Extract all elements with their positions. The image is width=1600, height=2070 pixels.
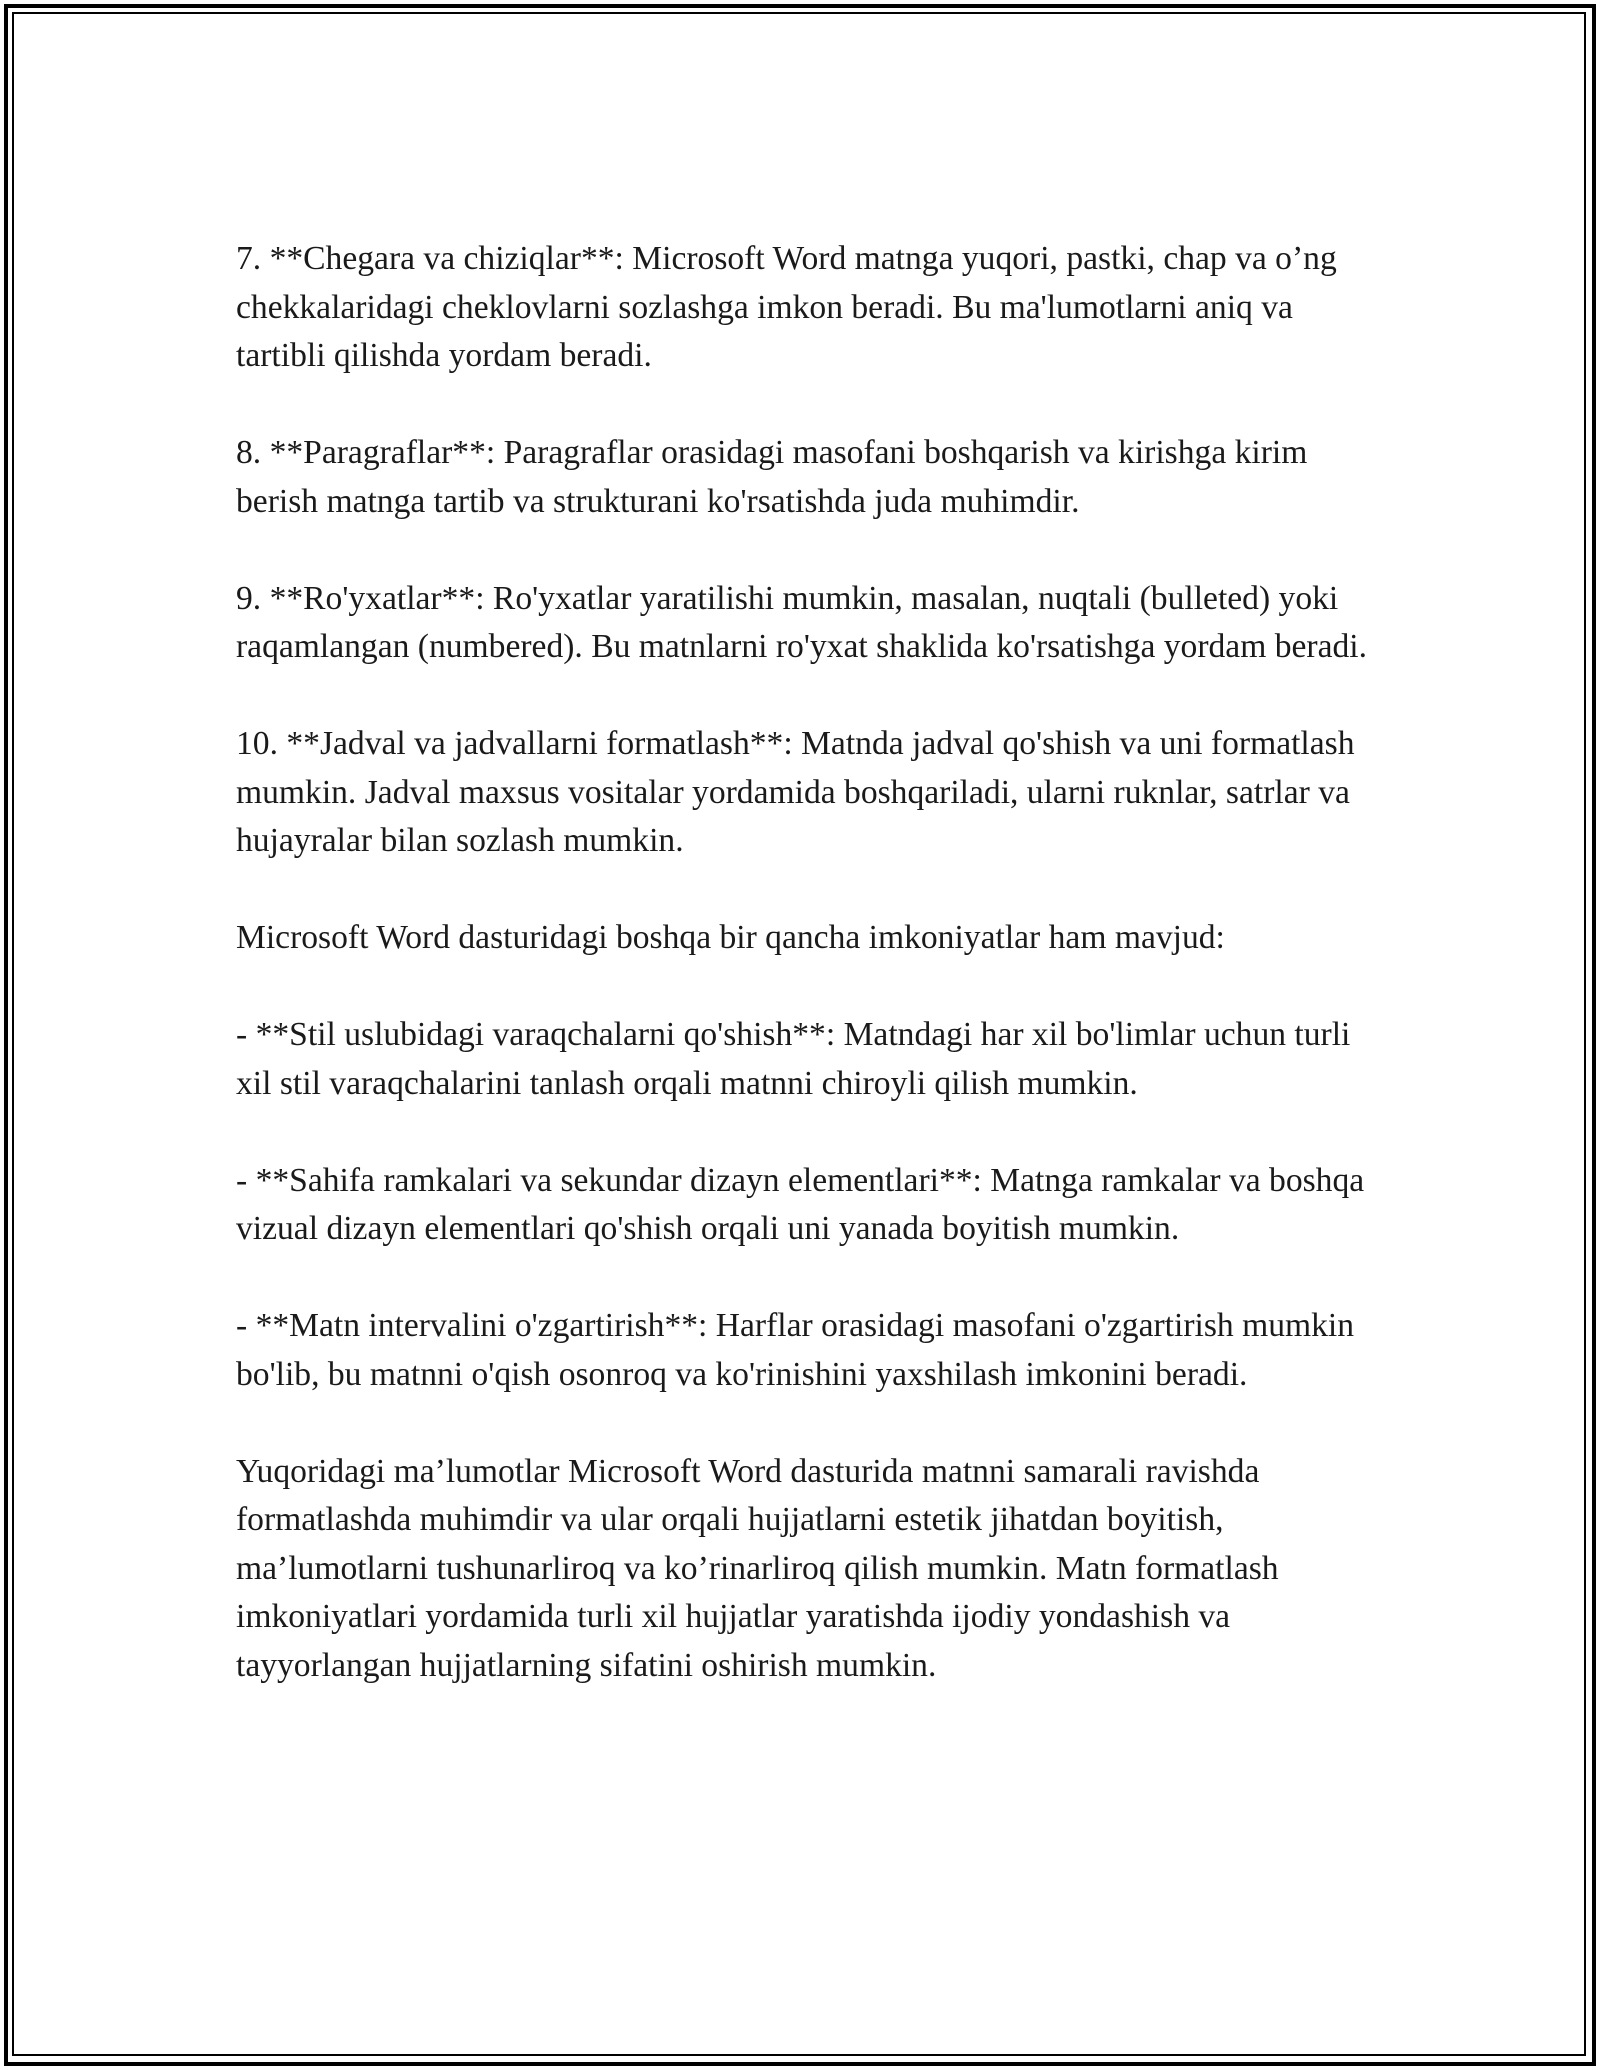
paragraph-stil-uslubi: - **Stil uslubidagi varaqchalarni qo'shish**: Matndagi har xil bo'limlar uchun turli xil stil varaqchalarini tanlash orqali matnni chiroyli qilish mumkin. (236, 1016, 1351, 1102)
paragraph-paragraflar: 8. **Paragraflar**: Paragraflar orasidagi masofani boshqarish va kirishga kirim berish matnga tartib va strukturani ko'rsatishda juda muhimdir. (236, 434, 1308, 520)
paragraph-chegara: 7. **Chegara va chiziqlar**: Microsoft Word matnga yuqori, pastki, chap va o’ng chekkalaridagi cheklovlarni sozlashga imkon beradi. Bu ma'lumotlarni aniq va tartibli qilishda yordam beradi. (236, 240, 1337, 374)
paragraph-sahifa-ramkalari: - **Sahifa ramkalari va sekundar dizayn elementlari**: Matnga ramkalar va boshqa vizual dizayn elementlari qo'shish orqali uni yanada boyitish mumkin. (236, 1161, 1365, 1247)
paragraph-intro-imkoniyatlar: Microsoft Word dasturidagi boshqa bir qancha imkoniyatlar ham mavjud: (236, 919, 1225, 956)
paragraph-royxatlar: 9. **Ro'yxatlar**: Ro'yxatlar yaratilishi mumkin, masalan, nuqtali (bulleted) yoki raqamlangan (numbered). Bu matnlarni ro'yxat shaklida ko'rsatishga yordam beradi. (236, 579, 1368, 665)
paragraph-conclusion: Yuqoridagi ma’lumotlar Microsoft Word dasturida matnni samarali ravishda formatlashda muhimdir va ular orqali hujjatlarni estetik jihatdan boyitish, ma’lumotlarni tushunarliroq va ko’rinarliroq qilish mumkin. Matn formatlash imkoniyatlari yordamida turli xil hujjatlar yaratishda ijodiy yondashish va tayyorlangan hujjatlarning sifatini oshirish mumkin. (236, 1452, 1279, 1684)
paragraph-matn-intervali: - **Matn intervalini o'zgartirish**: Harflar orasidagi masofani o'zgartirish mumkin bo'lib, bu matnni o'qish osonroq va ko'rinishini yaxshilash imkonini beradi. (236, 1307, 1355, 1393)
paragraph-jadval: 10. **Jadval va jadvallarni formatlash**: Matnda jadval qo'shish va uni formatlash mumkin. Jadval maxsus vositalar yordamida boshqariladi, ularni ruknlar, satrlar va hujayralar bilan sozlash mumkin. (236, 725, 1355, 859)
document-body (236, 235, 1386, 1690)
